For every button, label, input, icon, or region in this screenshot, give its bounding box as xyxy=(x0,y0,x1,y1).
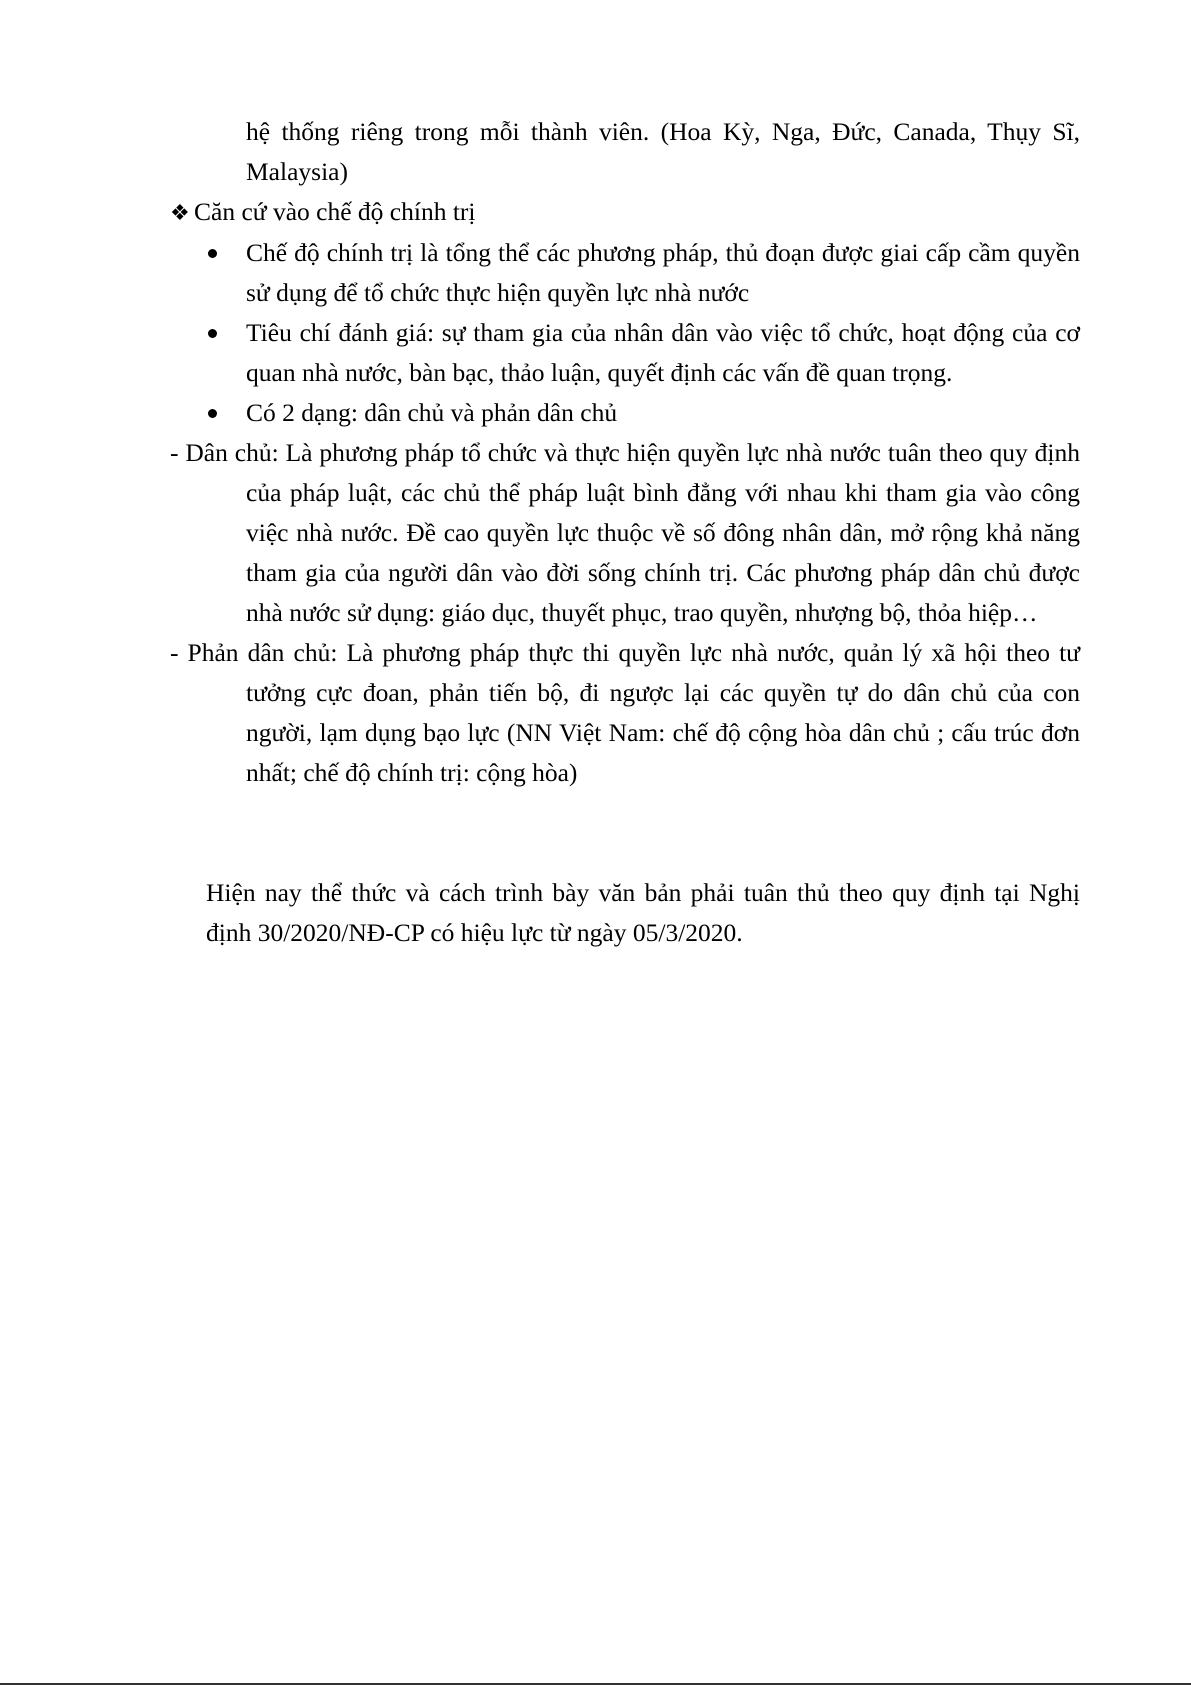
section-heading-text: Căn cứ vào chế độ chính trị xyxy=(194,197,476,226)
bullet-list xyxy=(170,233,1080,433)
bullet-text: Có 2 dạng: dân chủ và phản dân chủ xyxy=(246,398,618,427)
list-item xyxy=(170,313,1080,393)
list-item xyxy=(170,233,1080,313)
page-content xyxy=(170,112,1080,953)
section-heading xyxy=(170,192,1080,233)
bullet-text: Tiêu chí đánh giá: sự tham gia của nhân dân vào việc tổ chức, hoạt động của cơ quan nhà nước, bàn bạc, thảo luận, quyết định các vấn đề quan trọng. xyxy=(246,318,1080,387)
continuation-paragraph: hệ thống riêng trong mỗi thành viên. (Hoa Kỳ, Nga, Đức, Canada, Thụy Sĩ, Malaysia) xyxy=(246,117,1080,186)
dash-paragraph-phan-dan-chu: - Phản dân chủ: Là phương pháp thực thi quyền lực nhà nước, quản lý xã hội theo tư tưởng cực đoan, phản tiến bộ, đi ngược lại các quyền tự do dân chủ của con người, lạm dụng bạo lực (NN Việt Nam: chế độ cộng hòa dân chủ ; cấu trúc đơn nhất; chế độ chính trị: cộng hòa) xyxy=(170,638,1080,787)
bullet-dot-icon xyxy=(208,249,217,258)
bullet-dot-icon xyxy=(208,329,217,338)
spacer xyxy=(170,793,1080,873)
bullet-dot-icon xyxy=(208,409,217,418)
note-paragraph: Hiện nay thể thức và cách trình bày văn bản phải tuân thủ theo quy định tại Nghị định 30/2020/NĐ-CP có hiệu lực từ ngày 05/3/2020. xyxy=(206,878,1080,947)
list-item xyxy=(170,393,1080,433)
bullet-text: Chế độ chính trị là tổng thể các phương pháp, thủ đoạn được giai cấp cầm quyền sử dụng để tổ chức thực hiện quyền lực nhà nước xyxy=(246,238,1080,307)
dash-paragraph-dan-chu: - Dân chủ: Là phương pháp tổ chức và thực hiện quyền lực nhà nước tuân theo quy định của pháp luật, các chủ thể pháp luật bình đẳng với nhau khi tham gia vào công việc nhà nước. Đề cao quyền lực thuộc về số đông nhân dân, mở rộng khả năng tham gia của người dân vào đời sống chính trị. Các phương pháp dân chủ được nhà nước sử dụng: giáo dục, thuyết phục, trao quyền, nhượng bộ, thỏa hiệp… xyxy=(170,438,1080,627)
diamond-bullet-icon: ❖ xyxy=(170,200,190,225)
